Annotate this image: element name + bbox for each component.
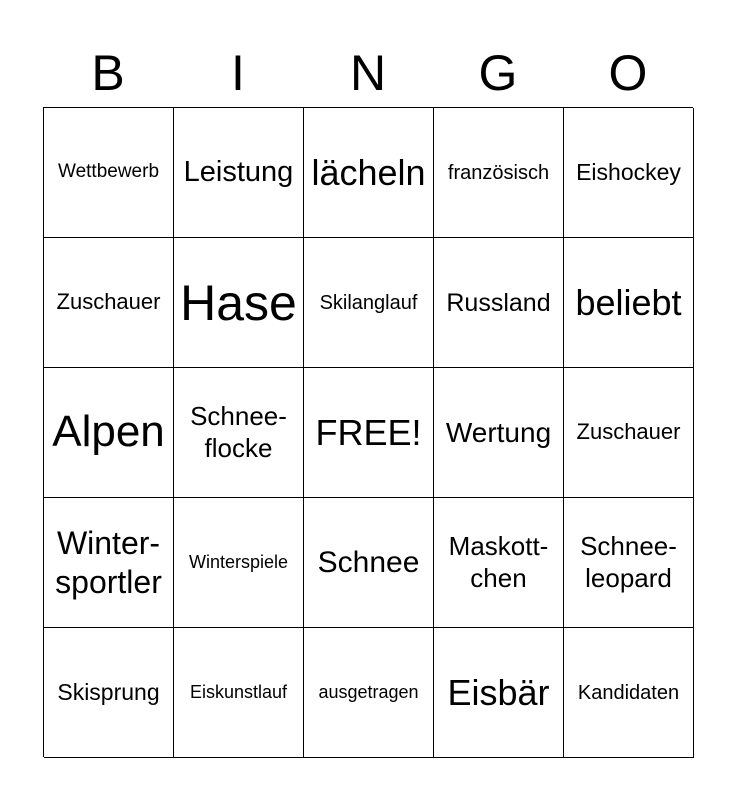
bingo-cell-n2[interactable]: Skilanglauf	[304, 238, 434, 368]
bingo-cell-b3[interactable]: Alpen	[44, 368, 174, 498]
header-letter-i: I	[231, 45, 245, 101]
header-letter-b: B	[91, 45, 125, 101]
bingo-cell-b1[interactable]: Wettbewerb	[44, 108, 174, 238]
bingo-cell-i1[interactable]: Leistung	[174, 108, 304, 238]
bingo-cell-g4[interactable]: Maskott- chen	[434, 498, 564, 628]
bingo-cell-i3[interactable]: Schnee- flocke	[174, 368, 304, 498]
bingo-cell-o2[interactable]: beliebt	[564, 238, 694, 368]
bingo-cell-g3[interactable]: Wertung	[434, 368, 564, 498]
bingo-cell-n4[interactable]: Schnee	[304, 498, 434, 628]
bingo-cell-o1[interactable]: Eishockey	[564, 108, 694, 238]
bingo-cell-g2[interactable]: Russland	[434, 238, 564, 368]
bingo-cell-b2[interactable]: Zuschauer	[44, 238, 174, 368]
bingo-cell-g1[interactable]: französisch	[434, 108, 564, 238]
bingo-cell-i4[interactable]: Winterspiele	[174, 498, 304, 628]
bingo-cell-b5[interactable]: Skisprung	[44, 628, 174, 758]
bingo-board	[43, 107, 693, 757]
header-letter-o: O	[608, 45, 648, 101]
bingo-header	[43, 38, 693, 108]
bingo-cell-i5[interactable]: Eiskunstlauf	[174, 628, 304, 758]
bingo-cell-b4[interactable]: Winter- sportler	[44, 498, 174, 628]
bingo-cell-o4[interactable]: Schnee- leopard	[564, 498, 694, 628]
bingo-cell-n5[interactable]: ausgetragen	[304, 628, 434, 758]
bingo-cell-n3[interactable]: FREE!	[304, 368, 434, 498]
header-letter-n: N	[349, 45, 387, 101]
bingo-cell-i2[interactable]: Hase	[174, 238, 304, 368]
bingo-cell-o5[interactable]: Kandidaten	[564, 628, 694, 758]
bingo-cell-o3[interactable]: Zuschauer	[564, 368, 694, 498]
bingo-cell-g5[interactable]: Eisbär	[434, 628, 564, 758]
bingo-cell-n1[interactable]: lächeln	[304, 108, 434, 238]
header-letter-g: G	[478, 45, 518, 101]
